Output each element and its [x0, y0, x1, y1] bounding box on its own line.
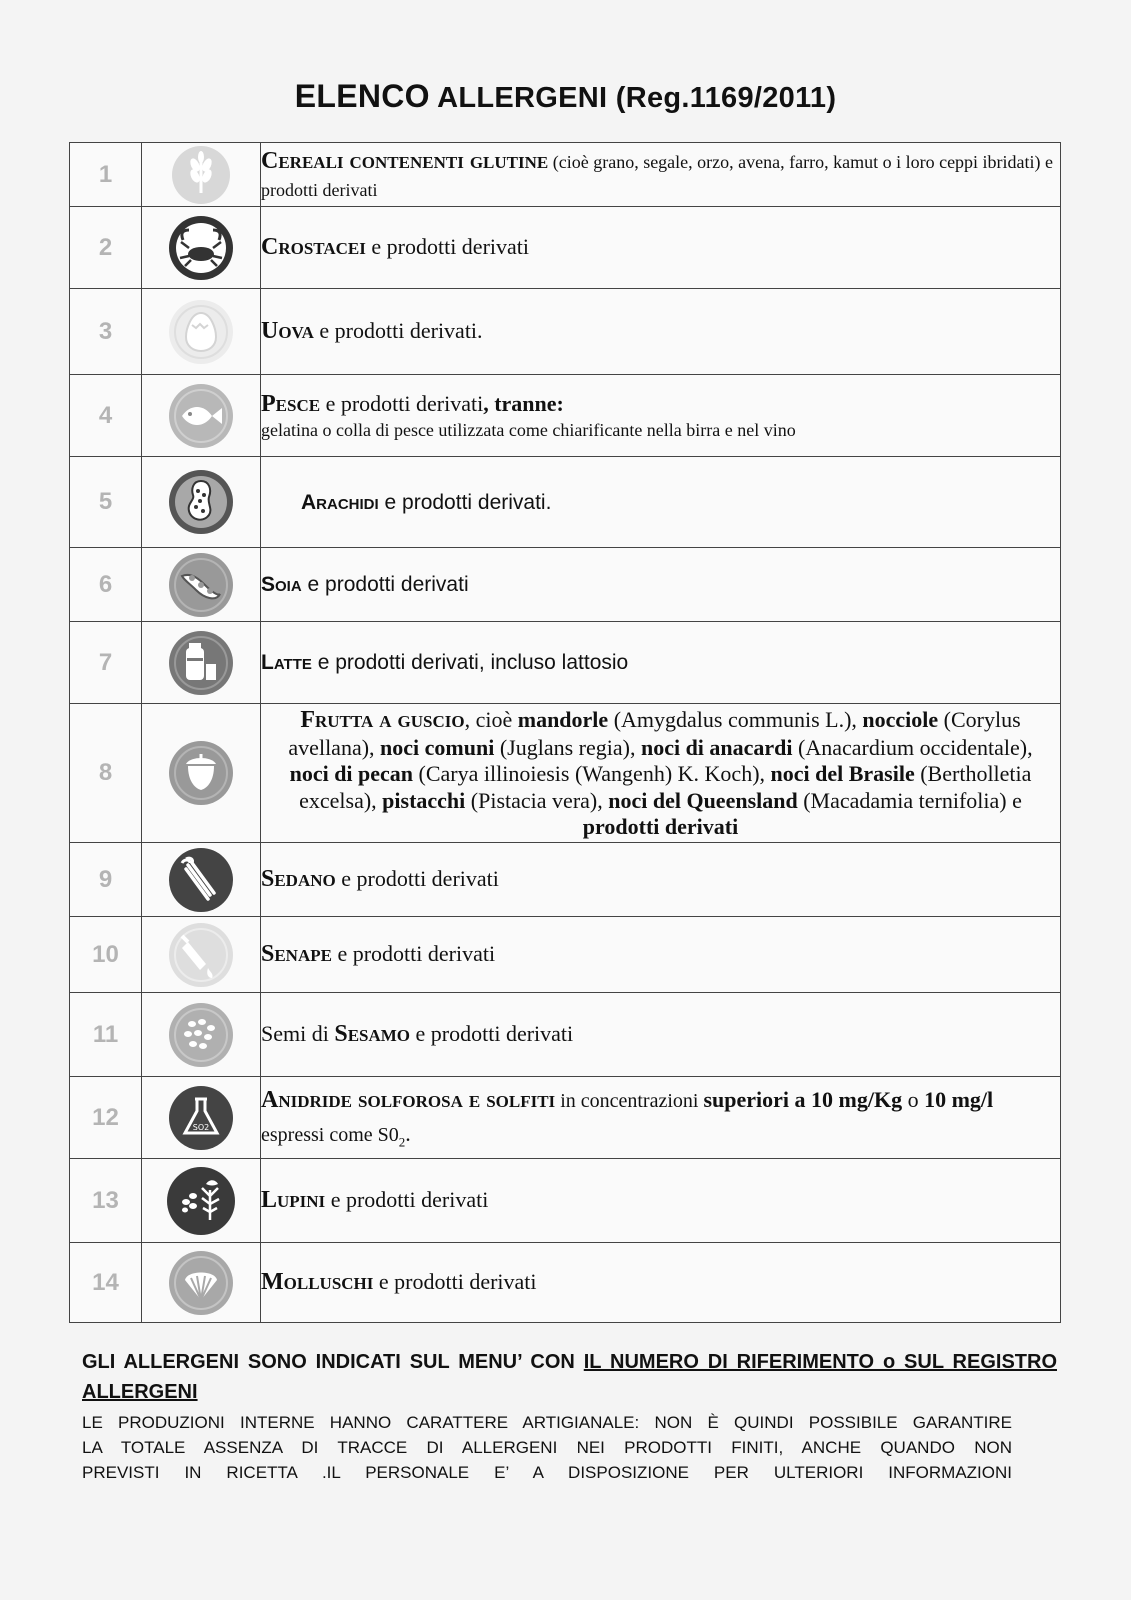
table-row: [70, 548, 1061, 622]
footer-heading-underlined: IL NUMERO DI RIFERIMENTO o SUL REGISTRO ALLERGENI: [82, 1351, 1057, 1403]
allergen-number: 6: [70, 548, 142, 622]
nut-name: noci del Queensland: [608, 787, 798, 813]
allergen-number: 14: [70, 1243, 142, 1323]
allergen-number: 9: [70, 843, 142, 917]
nut-detail-text: (Anacardium occidentale),: [792, 734, 1033, 760]
allergen-number: 7: [70, 622, 142, 704]
nut-name: pistacchi: [382, 787, 466, 813]
allergen-number: 11: [70, 993, 142, 1077]
nut-name: noci comuni: [380, 734, 495, 760]
flask-label: SO2: [192, 1122, 210, 1132]
table-row: [70, 1077, 1061, 1159]
sulfite-flask-icon: [168, 1085, 234, 1151]
allergen-number: 3: [70, 289, 142, 375]
allergen-description: Soia e prodotti derivati: [261, 548, 1061, 622]
table-row: [70, 289, 1061, 375]
nut-name: noci del Brasile: [770, 761, 915, 787]
allergen-icon-cell: [142, 207, 261, 289]
allergen-description: Senape e prodotti derivati: [261, 917, 1061, 993]
shell-icon: [168, 1250, 234, 1316]
table-row: [70, 843, 1061, 917]
mustard-icon: [168, 922, 234, 988]
allergen-description: Sedano e prodotti derivati: [261, 843, 1061, 917]
allergen-icon-cell: [142, 548, 261, 622]
allergen-icon-cell: [142, 457, 261, 548]
table-row: [70, 704, 1061, 843]
allergen-number: 12: [70, 1077, 142, 1159]
page-title: ELENCO ALLERGENI (Reg.1169/2011): [294, 78, 837, 114]
nut-detail-text: (Macadamia ternifolia) e: [797, 787, 1022, 813]
nut-detail-text: (Carya illinoiesis (Wangenh) K. Koch),: [413, 761, 771, 787]
lupin-icon: [166, 1166, 236, 1236]
nut-name: noci di anacardi: [640, 734, 793, 760]
table-row: [70, 375, 1061, 457]
allergen-description: Frutta a guscio, cioè mandorle (Amygdalus communis L.), nocciole (Corylus avellana), noci comuni (Juglans regia), noci di anacardi (Anacardium occidentale), noci di pecan (Carya illinoiesis (Wangenh) K. Koch), noci del Brasile (Bertholletia excelsa), pistacchi (Pistacia vera), noci del Queensland (Macadamia ternifolia) e prodotti derivati: [261, 704, 1061, 843]
disclaimer-line: LE PRODUZIONI INTERNE HANNO CARATTERE ARTIGIANALE: NON È QUINDI POSSIBILE GARANTIRE: [82, 1413, 1012, 1432]
disclaimer-line: LA TOTALE ASSENZA DI TRACCE DI ALLERGENI NEI PRODOTTI FINITI, ANCHE QUANDO NON: [82, 1437, 1012, 1457]
nut-name: noci di pecan: [289, 761, 414, 787]
fish-icon: [168, 383, 234, 449]
allergen-number: 13: [70, 1159, 142, 1243]
allergen-number: 4: [70, 375, 142, 457]
allergen-description: Lupini e prodotti derivati: [261, 1159, 1061, 1243]
table-row: [70, 457, 1061, 548]
allergen-icon-cell: [142, 1077, 261, 1159]
allergen-icon-cell: [142, 1243, 261, 1323]
footer-heading: GLI ALLERGENI SONO INDICATI SUL MENU’ CON IL NUMERO DI RIFERIMENTO o SUL REGISTRO ALLERGENI: [82, 1351, 1057, 1403]
nut-name: prodotti derivati: [582, 813, 739, 839]
allergen-description: Latte e prodotti derivati, incluso lattosio: [261, 622, 1061, 704]
allergen-number: 5: [70, 457, 142, 548]
allergen-description: Crostacei e prodotti derivati: [261, 207, 1061, 289]
allergen-icon-cell: [142, 993, 261, 1077]
allergen-number: 10: [70, 917, 142, 993]
nut-detail-text: (Juglans regia),: [494, 734, 641, 760]
allergen-icon-cell: [142, 622, 261, 704]
nut-detail-text: , cioè: [464, 707, 518, 732]
allergen-description: Arachidi e prodotti derivati.: [261, 457, 1061, 548]
allergen-number: 2: [70, 207, 142, 289]
allergen-description: Semi di Sesamo e prodotti derivati: [261, 993, 1061, 1077]
egg-icon: [168, 299, 234, 365]
allergen-number: 8: [70, 704, 142, 843]
celery-icon: [168, 847, 234, 913]
allergen-icon-cell: [142, 917, 261, 993]
nut-detail-text: (Bertholletia excelsa),: [299, 761, 1032, 813]
table-row: [70, 143, 1061, 207]
disclaimer-line: PREVISTI IN RICETTA .IL PERSONALE E’ A DISPOSIZIONE PER ULTERIORI INFORMAZIONI: [82, 1462, 1012, 1482]
wheat-icon: [171, 145, 231, 205]
nut-detail-text: (Corylus avellana),: [288, 707, 1021, 760]
table-row: [70, 622, 1061, 704]
allergen-icon-cell: [142, 143, 261, 207]
table-row: [70, 207, 1061, 289]
crab-icon: [167, 214, 235, 282]
soy-icon: [168, 552, 234, 618]
allergen-icon-cell: [142, 1159, 261, 1243]
table-row: [70, 1243, 1061, 1323]
peanut-icon: [168, 469, 234, 535]
allergen-description: Molluschi e prodotti derivati: [261, 1243, 1061, 1323]
nut-icon: [168, 740, 234, 806]
table-row: [70, 1159, 1061, 1243]
nut-detail-text: (Pistacia vera),: [465, 787, 609, 813]
allergen-table: [69, 142, 1061, 1323]
allergen-icon-cell: [142, 704, 261, 843]
nut-name: nocciole: [862, 707, 939, 732]
allergen-description: Uova e prodotti derivati.: [261, 289, 1061, 375]
allergen-icon-cell: [142, 289, 261, 375]
allergen-description: Cereali contenenti glutine (cioè grano, segale, orzo, avena, farro, kamut o i loro ceppi ibridati) e prodotti derivati: [261, 143, 1061, 207]
sesame-icon: [168, 1002, 234, 1068]
allergen-description: Pesce e prodotti derivati, tranne: gelatina o colla di pesce utilizzata come chiarificante nella birra e nel vino: [261, 375, 1061, 457]
nut-name: mandorle: [517, 707, 609, 732]
allergen-icon-cell: [142, 843, 261, 917]
footer-disclaimer: [82, 1411, 1012, 1486]
milk-icon: [168, 630, 234, 696]
allergen-number: 1: [70, 143, 142, 207]
allergen-icon-cell: [142, 375, 261, 457]
allergen-description: Anidride solforosa e solfiti in concentrazioni superiori a 10 mg/Kg o 10 mg/l espressi come $S0_2$.: [261, 1077, 1061, 1159]
table-row: [70, 993, 1061, 1077]
table-row: [70, 917, 1061, 993]
nut-detail-text: (Amygdalus communis L.),: [608, 707, 863, 732]
